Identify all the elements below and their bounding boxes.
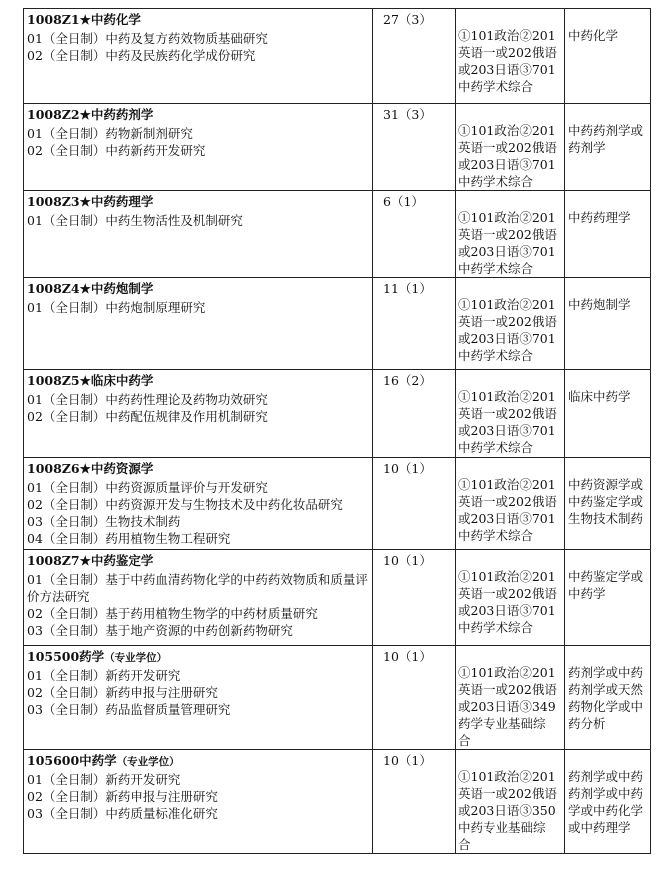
exam-subject-line: ①101政治②201: [458, 123, 556, 138]
program-row: [24, 104, 651, 191]
exam-subject-line: 中药学术综合: [458, 348, 534, 363]
direction-item: 02（全日制）中药配伍规律及作用机制研究: [27, 409, 268, 424]
exam-subjects-cell: [456, 191, 565, 278]
research-directions: [27, 30, 370, 64]
program-info-cell: [24, 370, 373, 458]
retest-subject-line: 生物技术制药: [568, 511, 644, 526]
program-code-title: 1008Z6★中药资源学: [27, 461, 154, 476]
direction-item: 02（全日制）中药新药开发研究: [27, 143, 206, 158]
program-row: [24, 550, 651, 646]
enrollment-count: 6（1）: [383, 194, 424, 209]
retest-subject-line: 药剂学或中药: [568, 786, 644, 801]
retest-subject-line: 药剂学: [568, 140, 606, 155]
retest-subject-line: 中药炮制学: [568, 297, 631, 312]
research-directions: [27, 479, 370, 547]
exam-subject-line: 或203日语③701: [458, 244, 556, 259]
retest-subject-line: 中药资源学或: [568, 477, 644, 492]
retest-subject-cell: [565, 458, 651, 550]
admissions-table: [23, 8, 651, 854]
program-row: [24, 458, 651, 550]
program-code-title: 1008Z2★中药药剂学: [27, 107, 154, 122]
degree-note: （专业学位）: [116, 756, 180, 768]
enrollment-count: 10（1）: [383, 649, 432, 664]
research-directions: [27, 212, 370, 229]
retest-subject-cell: [565, 750, 651, 854]
direction-item: 03（全日制）药品监督质量管理研究: [27, 702, 231, 717]
retest-subject-cell: [565, 191, 651, 278]
direction-item: 01（全日制）中药药性理论及药物功效研究: [27, 392, 268, 407]
direction-item: 01（全日制）中药炮制原理研究: [27, 300, 206, 315]
exam-subject-line: 或203日语③701: [458, 62, 556, 77]
direction-item: 03（全日制）中药质量标准化研究: [27, 806, 218, 821]
retest-subject-line: 中药药剂学或: [568, 123, 644, 138]
exam-subject-line: 中药学术综合: [458, 528, 534, 543]
exam-subject-line: 英语一或202俄语: [458, 227, 557, 242]
enrollment-count: 16（2）: [383, 373, 432, 388]
retest-subject-line: 中药鉴定学或: [568, 494, 644, 509]
enrollment-cell: [373, 750, 456, 854]
direction-item: 02（全日制）新药申报与注册研究: [27, 685, 218, 700]
retest-subject-cell: [565, 550, 651, 646]
program-info-cell: [24, 550, 373, 646]
program-info-cell: [24, 9, 373, 104]
enrollment-cell: [373, 278, 456, 370]
retest-subject-cell: [565, 646, 651, 750]
retest-subject-line: 药剂学或天然: [568, 682, 644, 697]
retest-subject-cell: [565, 278, 651, 370]
retest-subject-line: 临床中药学: [568, 389, 631, 404]
research-directions: [27, 391, 370, 425]
exam-subjects-cell: [456, 9, 565, 104]
program-code-title: 1008Z4★中药炮制学: [27, 281, 154, 296]
research-directions: [27, 571, 370, 639]
exam-subject-line: 药学专业基础综: [458, 716, 546, 731]
exam-subject-line: 英语一或202俄语: [458, 45, 557, 60]
exam-subject-line: 中药学术综合: [458, 620, 534, 635]
exam-subject-line: ①101政治②201: [458, 665, 556, 680]
research-directions: [27, 771, 370, 822]
exam-subject-line: 或203日语③701: [458, 157, 556, 172]
program-code-title: 105500药学: [27, 649, 105, 664]
direction-item: 01（全日制）新药开发研究: [27, 668, 181, 683]
exam-subjects-cell: [456, 278, 565, 370]
direction-item: 02（全日制）中药及民族药化学成份研究: [27, 48, 256, 63]
research-directions: [27, 667, 370, 718]
direction-item: 01（全日制）新药开发研究: [27, 772, 181, 787]
direction-item: 02（全日制）新药申报与注册研究: [27, 789, 218, 804]
retest-subject-line: 中药药理学: [568, 210, 631, 225]
exam-subjects-cell: [456, 750, 565, 854]
research-directions: [27, 299, 370, 316]
enrollment-cell: [373, 458, 456, 550]
exam-subject-line: 英语一或202俄语: [458, 786, 557, 801]
exam-subjects-cell: [456, 370, 565, 458]
exam-subject-line: 或203日语③349: [458, 699, 556, 714]
program-code-title: 1008Z7★中药鉴定学: [27, 553, 154, 568]
exam-subject-line: ①101政治②201: [458, 569, 556, 584]
retest-subject-line: 学或中药化学: [568, 803, 644, 818]
degree-note: （专业学位）: [104, 652, 168, 664]
exam-subject-line: ①101政治②201: [458, 477, 556, 492]
enrollment-cell: [373, 9, 456, 104]
exam-subject-line: 或203日语③701: [458, 511, 556, 526]
exam-subject-line: 合: [458, 733, 471, 748]
exam-subject-line: 合: [458, 837, 471, 852]
program-row: [24, 191, 651, 278]
enrollment-count: 27（3）: [383, 12, 432, 27]
exam-subject-line: ①101政治②201: [458, 297, 556, 312]
program-info-cell: [24, 646, 373, 750]
exam-subject-line: 或203日语③701: [458, 423, 556, 438]
program-row: [24, 750, 651, 854]
direction-item: 01（全日制）中药及复方药效物质基础研究: [27, 31, 268, 46]
research-directions: [27, 125, 370, 159]
exam-subjects-cell: [456, 458, 565, 550]
direction-item: 03（全日制）基于地产资源的中药创新药物研究: [27, 623, 293, 638]
retest-subject-line: 中药鉴定学或: [568, 569, 644, 584]
exam-subject-line: 或203日语③350: [458, 803, 556, 818]
exam-subject-line: 中药专业基础综: [458, 820, 546, 835]
direction-item: 02（全日制）中药资源开发与生物技术及中药化妆品研究: [27, 497, 343, 512]
program-row: [24, 9, 651, 104]
enrollment-cell: [373, 550, 456, 646]
exam-subject-line: 中药学术综合: [458, 261, 534, 276]
enrollment-cell: [373, 646, 456, 750]
program-code-title: 1008Z3★中药药理学: [27, 194, 154, 209]
enrollment-cell: [373, 370, 456, 458]
retest-subject-cell: [565, 370, 651, 458]
program-code-title: 1008Z5★临床中药学: [27, 373, 154, 388]
program-row: [24, 278, 651, 370]
exam-subject-line: 或203日语③701: [458, 331, 556, 346]
exam-subject-line: ①101政治②201: [458, 769, 556, 784]
enrollment-count: 10（1）: [383, 461, 432, 476]
exam-subjects-cell: [456, 646, 565, 750]
exam-subjects-cell: [456, 104, 565, 191]
enrollment-count: 10（1）: [383, 753, 432, 768]
program-info-cell: [24, 278, 373, 370]
retest-subject-line: 药物化学或中: [568, 699, 644, 714]
direction-item: 03（全日制）生物技术制药: [27, 514, 181, 529]
direction-item: 01（全日制）中药资源质量评价与开发研究: [27, 480, 268, 495]
retest-subject-line: 中药化学: [568, 28, 619, 43]
enrollment-cell: [373, 104, 456, 191]
program-code-title: 105600中药学: [27, 753, 117, 768]
retest-subject-line: 药分析: [568, 716, 606, 731]
program-info-cell: [24, 104, 373, 191]
exam-subject-line: 英语一或202俄语: [458, 682, 557, 697]
exam-subject-line: 英语一或202俄语: [458, 406, 557, 421]
exam-subject-line: ①101政治②201: [458, 28, 556, 43]
direction-item: 04（全日制）药用植物生物工程研究: [27, 531, 231, 546]
enrollment-count: 11（1）: [383, 281, 432, 296]
program-info-cell: [24, 458, 373, 550]
exam-subject-line: 英语一或202俄语: [458, 140, 557, 155]
direction-item: 01（全日制）药物新制剂研究: [27, 126, 193, 141]
direction-item: 02（全日制）基于药用植物生物学的中药材质量研究: [27, 606, 318, 621]
direction-item: 01（全日制）基于中药血清药物化学的中药药效物质和质量评价方法研究: [27, 572, 368, 604]
exam-subject-line: 或203日语③701: [458, 603, 556, 618]
exam-subject-line: 中药学术综合: [458, 174, 534, 189]
direction-item: 01（全日制）中药生物活性及机制研究: [27, 213, 243, 228]
exam-subject-line: 英语一或202俄语: [458, 494, 557, 509]
retest-subject-cell: [565, 104, 651, 191]
exam-subject-line: ①101政治②201: [458, 210, 556, 225]
exam-subject-line: ①101政治②201: [458, 389, 556, 404]
program-code-title: 1008Z1★中药化学: [27, 12, 141, 27]
enrollment-cell: [373, 191, 456, 278]
program-row: [24, 646, 651, 750]
exam-subject-line: 中药学术综合: [458, 79, 534, 94]
program-row: [24, 370, 651, 458]
retest-subject-line: 药剂学或中药: [568, 769, 644, 784]
retest-subject-line: 中药学: [568, 586, 606, 601]
retest-subject-line: 或中药理学: [568, 820, 631, 835]
program-info-cell: [24, 750, 373, 854]
exam-subjects-cell: [456, 550, 565, 646]
enrollment-count: 10（1）: [383, 553, 432, 568]
retest-subject-cell: [565, 9, 651, 104]
enrollment-count: 31（3）: [383, 107, 432, 122]
program-info-cell: [24, 191, 373, 278]
exam-subject-line: 中药学术综合: [458, 440, 534, 455]
retest-subject-line: 药剂学或中药: [568, 665, 644, 680]
exam-subject-line: 英语一或202俄语: [458, 314, 557, 329]
exam-subject-line: 英语一或202俄语: [458, 586, 557, 601]
